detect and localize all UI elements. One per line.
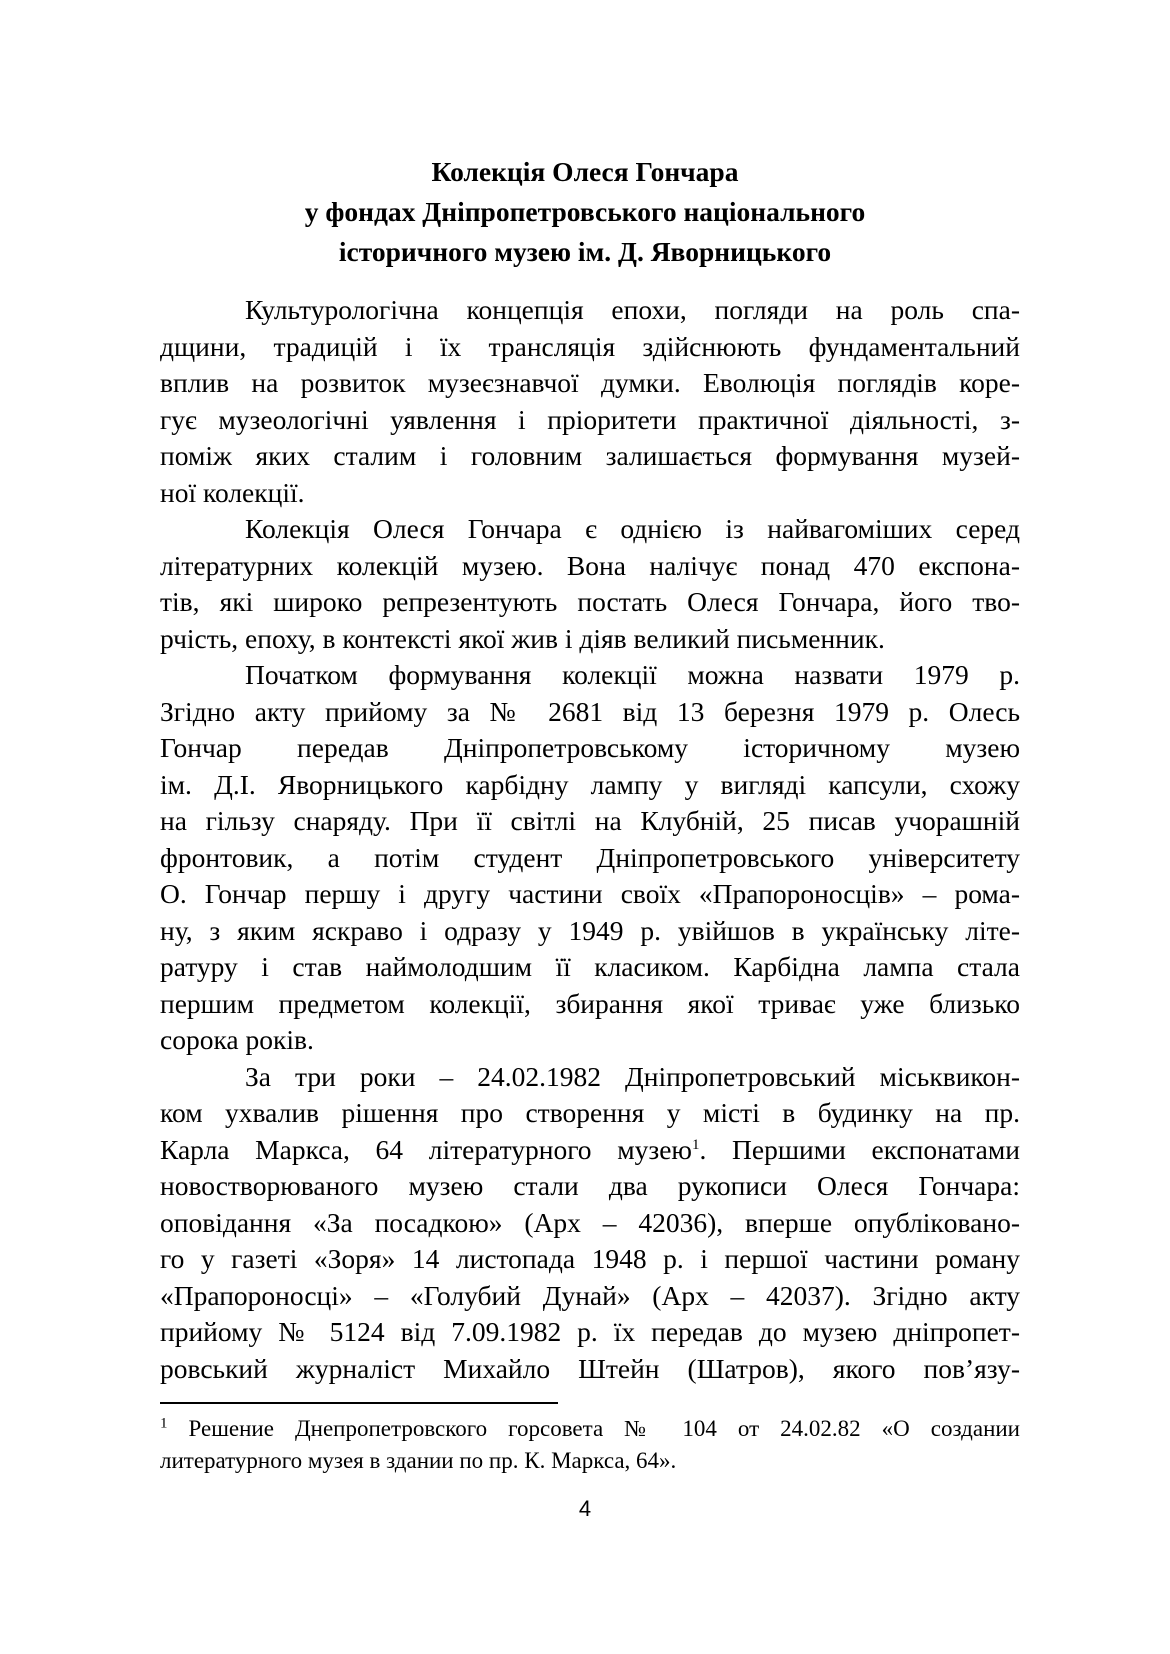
text-line: першим предметом колекції, збирання якої триває уже близько: [160, 987, 1020, 1019]
text-line: ровський журналіст Михайло Штейн (Шатров), якого пов’язу-: [160, 1352, 1020, 1384]
text-line: вплив на розвиток музеєзнавчої думки. Еволюція поглядів коре-: [160, 367, 1020, 398]
text-line: ком ухвалив рішення про створення у місті в будинку на пр.: [160, 1097, 1020, 1128]
page-number: 4: [578, 1496, 592, 1521]
text-fragment: . Першими експонатами: [699, 1133, 1020, 1165]
text-line: дщини, традицій і їх трансляція здійснюють фундаментальний: [160, 330, 1020, 362]
text-line: поміж яких сталим і головним залишається формування музей-: [160, 440, 1020, 471]
text-line: «Прапороносці» – «Голубий Дунай» (Арх – 42037). Згідно акту: [160, 1279, 1020, 1311]
footnote-text: Решение Днепропетровского горсовета № 104 от 24.02.82 «О создании: [167, 1416, 1020, 1441]
paragraph-2: [160, 511, 1020, 657]
title-line-2: у фондах Дніпропетровського національного: [304, 196, 866, 227]
paragraph-4: [160, 1059, 1020, 1388]
text-line: прийому № 5124 від 7.09.1982 р. їх передав до музею дніпропет-: [160, 1316, 1020, 1347]
footnote-line: [160, 1413, 1020, 1445]
text-line: ім. Д.І. Яворницького карбідну лампу у вигляді капсули, схожу: [160, 768, 1020, 800]
text-fragment: Карла Маркса, 64 літературного музею: [160, 1133, 692, 1165]
text-line-with-footnote: [160, 1132, 1020, 1169]
text-line: ратуру і став наймолодшим її класиком. Карбідна лампа стала: [160, 951, 1020, 982]
text-line: новостворюваного музею стали два рукописи Олеся Гончара:: [160, 1170, 1020, 1201]
footnote-divider: [160, 1402, 558, 1404]
text-line: О. Гончар першу і другу частини своїх «Прапороносців» – рома-: [160, 878, 1020, 909]
text-line: Згідно акту прийому за № 2681 від 13 березня 1979 р. Олесь: [160, 695, 1020, 727]
text-line: фронтовик, а потім студент Дніпропетровського університету: [160, 841, 1020, 873]
text-line: Культурологічна концепція епохи, погляди на роль спа-: [245, 294, 1020, 325]
text-line: сорока років.: [160, 1024, 314, 1055]
paragraph-3: [160, 657, 1020, 1059]
text-line: оповідання «За посадкою» (Арх – 42036), вперше опублікoвано-: [160, 1206, 1020, 1238]
footnote: [160, 1413, 1020, 1477]
text-line: рчість, епоху, в контексті якої жив і діяв великий письменник.: [160, 622, 885, 654]
text-line: Гончар передав Дніпропетровському історичному музею: [160, 732, 1020, 763]
text-line: на гільзу снаряду. При її світлі на Клубній, 25 писав учорашній: [160, 805, 1020, 836]
title-line-1: Колекція Олеся Гончара: [431, 156, 739, 187]
footnote-marker: 1: [160, 1415, 168, 1432]
text-line: Колекція Олеся Гончара є однією із найвагоміших серед: [245, 513, 1020, 544]
footnote-reference[interactable]: 1: [691, 1136, 700, 1153]
body-text: [160, 292, 1020, 1387]
text-line: ну, з яким яскраво і одразу у 1949 р. увійшов в українську літе-: [160, 914, 1020, 946]
title-line-3: історичного музею ім. Д. Яворницького: [338, 236, 832, 267]
paragraph-1: [160, 292, 1020, 511]
text-line: Початком формування колекції можна назвати 1979 р.: [245, 659, 1020, 690]
text-line: За три роки – 24.02.1982 Дніпропетровський міськвикон-: [245, 1060, 1020, 1092]
text-line: тів, які широко репрезентують постать Олеся Гончара, його тво-: [160, 586, 1020, 617]
text-line: ної колекції.: [160, 476, 305, 508]
page-title: [150, 152, 1020, 272]
text-line: гує музеологічні уявлення і пріоритети практичної діяльності, з-: [160, 403, 1020, 435]
footnote-line: литературного музея в здании по пр. К. Маркса, 64».: [160, 1448, 677, 1473]
text-line: літературних колекцій музею. Вона налічує понад 470 експона-: [160, 549, 1020, 581]
text-line: го у газеті «Зоря» 14 листопада 1948 р. і першої частини роману: [160, 1243, 1020, 1274]
